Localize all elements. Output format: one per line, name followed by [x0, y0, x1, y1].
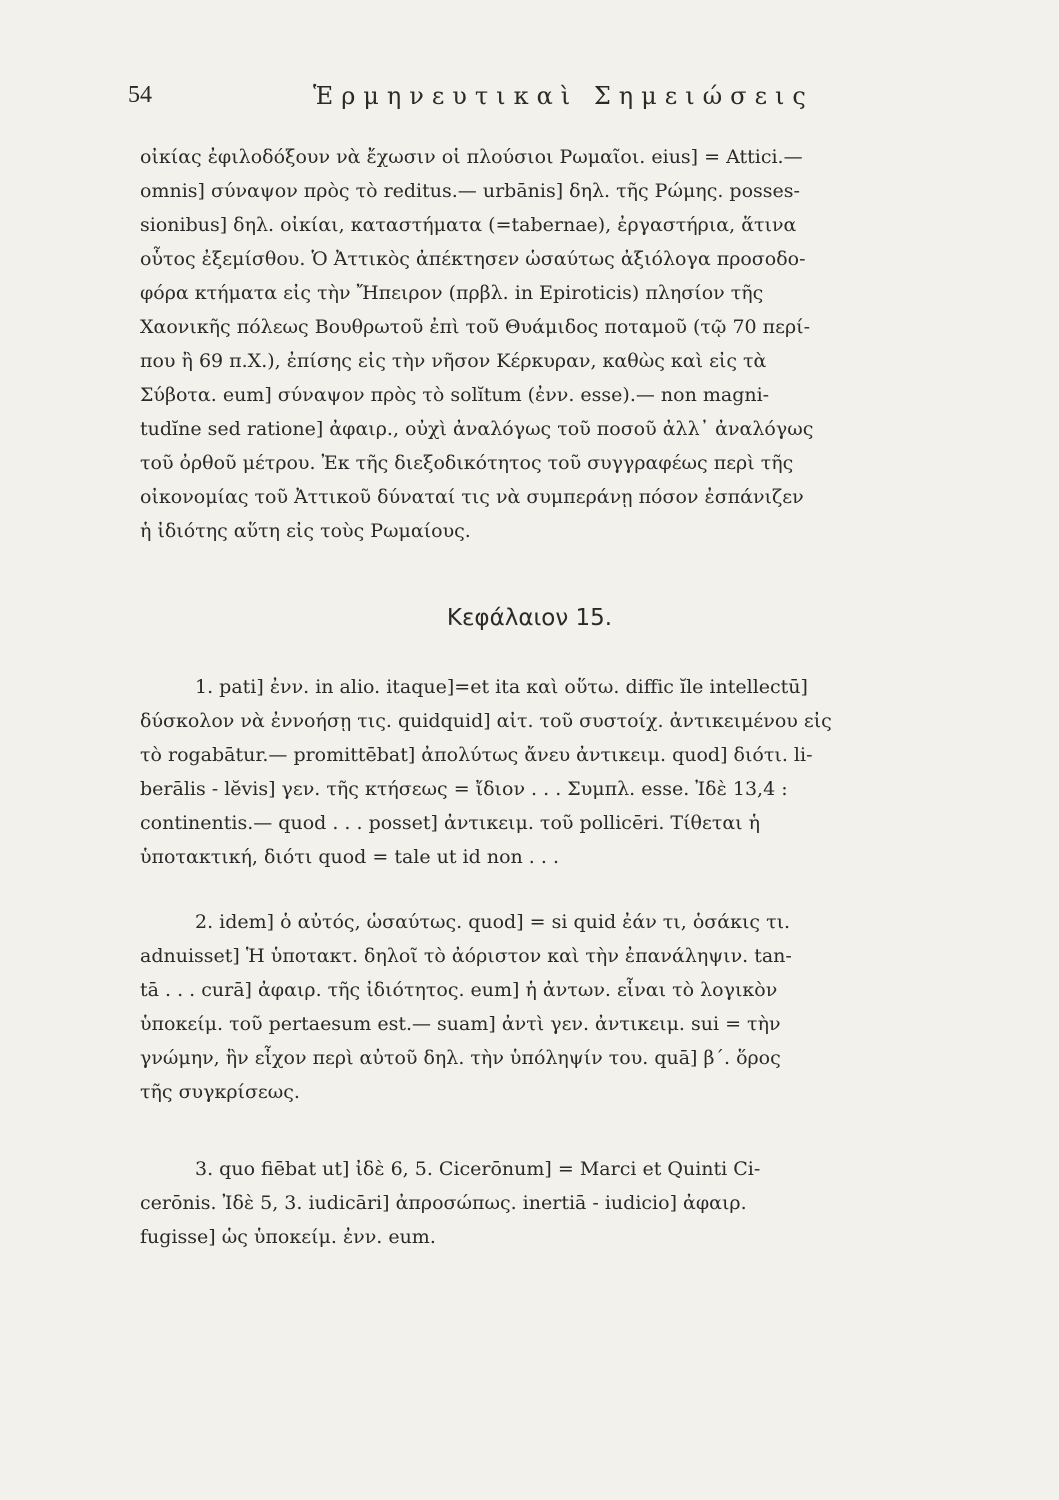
text-line: ὑποκείμ. τοῦ pertaesum est.— suam] ἀντὶ γεν. ἀντικειμ. sui = τὴν [140, 1013, 781, 1035]
text-line: δύσκολον νὰ ἐννοήσῃ τις. quidquid] αἰτ. τοῦ συστοίχ. ἀντικειμένου εἰς [140, 710, 832, 732]
page-header [128, 82, 968, 122]
paragraph-1 [140, 670, 978, 874]
paragraph-2 [140, 905, 978, 1109]
text-line: omnis] σύναψον πρὸς τὸ reditus.— urbānis] δηλ. τῆς Ρώμης. posses- [140, 180, 800, 202]
running-title: Ἑρμηνευτικαὶ Σημειώσεις [313, 82, 814, 110]
text-line: fugisse] ὡς ὑποκείμ. ἐνν. eum. [140, 1226, 436, 1248]
text-line: Σύβοτα. eum] σύναψον πρὸς τὸ solĭtum (ἐνν. esse).— non magni- [140, 384, 770, 406]
paragraph-3 [140, 1152, 978, 1254]
text-line: γνώμην, ἣν εἶχον περὶ αὐτοῦ δηλ. τὴν ὑπόληψίν του. quā] β΄. ὅρος [140, 1047, 781, 1069]
text-line: cerōnis. Ἰδὲ 5, 3. iudicāri] ἀπροσώπως. inertiā - iudicio] ἀφαιρ. [140, 1192, 747, 1214]
text-line: 1. pati] ἐνν. in alio. itaque]=et ita καὶ οὕτω. diffic ĭle intellectū] [195, 676, 808, 698]
text-line: φόρα κτήματα εἰς τὴν Ἤπειρον (πρβλ. in Epiroticis) πλησίον τῆς [140, 282, 764, 304]
chapter-heading: Κεφάλαιον 15. [446, 605, 613, 631]
text-line: adnuisset] Ἡ ὑποτακτ. δηλοῖ τὸ ἀόριστον καὶ τὴν ἐπανάληψιν. tan- [140, 945, 792, 967]
text-line: τῆς συγκρίσεως. [140, 1081, 300, 1103]
text-line: tudĭne sed ratione] ἀφαιρ., οὐχὶ ἀναλόγως τοῦ ποσοῦ ἀλλ᾽ ἀναλόγως [140, 418, 814, 440]
text-line: οἰκίας ἐφιλοδόξουν νὰ ἔχωσιν οἱ πλούσιοι Ρωμαῖοι. eius] = Attici.— [140, 146, 803, 168]
text-line: ὑποτακτική, διότι quod = tale ut id non . . . [140, 846, 559, 868]
text-line: 3. quo fiēbat ut] ἰδὲ 6, 5. Cicerōnum] = Marci et Quinti Ci- [195, 1158, 761, 1180]
text-line: Χαονικῆς πόλεως Βουθρωτοῦ ἐπὶ τοῦ Θυάμιδος ποταμοῦ (τῷ 70 περί- [140, 316, 811, 338]
text-line: οὗτος ἐξεμίσθου. Ὁ Ἀττικὸς ἀπέκτησεν ὡσαύτως ἀξιόλογα προσοδο- [140, 248, 806, 270]
text-line: 2. idem] ὁ αὐτός, ὡσαύτως. quod] = si quid ἐάν τι, ὁσάκις τι. [195, 911, 791, 933]
text-line: berālis - lĕvis] γεν. τῆς κτήσεως = ἴδιον . . . Συμπλ. esse. Ἰδὲ 13,4 : [140, 778, 788, 800]
text-line: sionibus] δηλ. οἰκίαι, καταστήματα (=tabernae), ἐργαστήρια, ἅτινα [140, 214, 797, 236]
text-line: οἰκονομίας τοῦ Ἀττικοῦ δύναταί τις νὰ συμπεράνῃ πόσον ἐσπάνιζεν [140, 486, 804, 508]
intro-paragraph [140, 140, 978, 548]
text-line: τὸ rogabātur.— promittēbat] ἀπολύτως ἄνευ ἀντικειμ. quod] διότι. li- [140, 744, 813, 766]
text-line: τοῦ ὀρθοῦ μέτρου. Ἐκ τῆς διεξοδικότητος τοῦ συγγραφέως περὶ τῆς [140, 452, 794, 474]
text-line: continentis.— quod . . . posset] ἀντικειμ. τοῦ pollicēri. Τίθεται ἡ [140, 812, 761, 834]
text-line: ἡ ἰδιότης αὕτη εἰς τοὺς Ρωμαίους. [140, 520, 471, 542]
text-line: που ἢ 69 π.Χ.), ἐπίσης εἰς τὴν νῆσον Κέρκυραν, καθὼς καὶ εἰς τὰ [140, 350, 767, 372]
page-number: 54 [128, 82, 152, 108]
text-line: tā . . . curā] ἀφαιρ. τῆς ἰδιότητος. eum] ἡ ἀντων. εἶναι τὸ λογικὸν [140, 979, 778, 1001]
